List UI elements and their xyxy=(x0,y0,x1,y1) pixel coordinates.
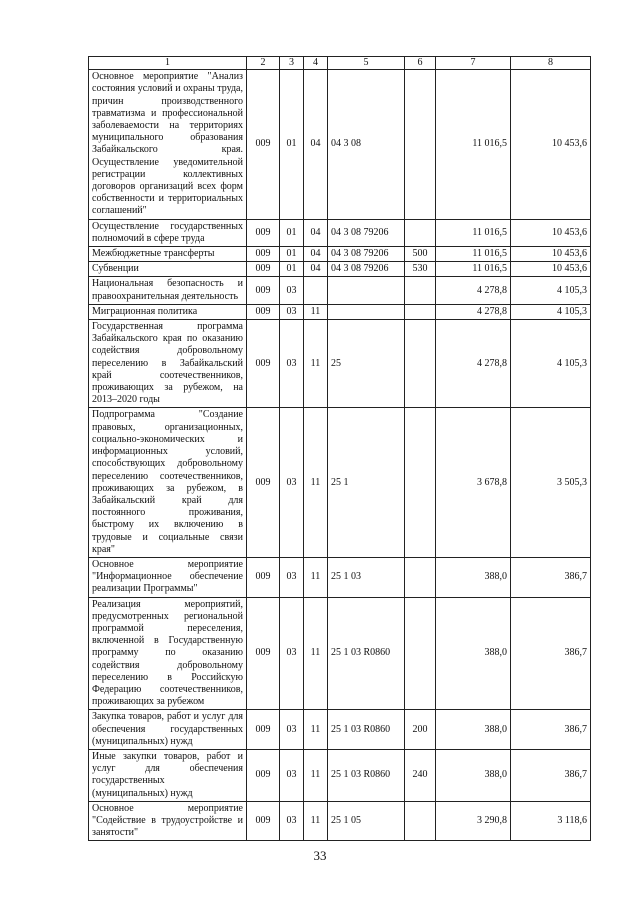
cell-ministry-code: 009 xyxy=(247,710,280,750)
cell-ministry-code: 009 xyxy=(247,262,280,277)
row-name: Основное мероприятие "Содействие в трудоустройстве и занятости" xyxy=(89,801,247,841)
cell-subsection: 11 xyxy=(304,304,328,319)
cell-target-article: 25 1 03 xyxy=(328,557,405,597)
cell-planned-amount: 388,0 xyxy=(436,749,511,801)
cell-planned-amount: 388,0 xyxy=(436,557,511,597)
cell-expense-type xyxy=(405,801,436,841)
table-row xyxy=(89,408,591,557)
col-header-7: 7 xyxy=(436,57,511,70)
cell-ministry-code: 009 xyxy=(247,320,280,408)
cell-executed-amount: 4 105,3 xyxy=(511,304,591,319)
cell-executed-amount: 10 453,6 xyxy=(511,70,591,219)
cell-subsection xyxy=(304,277,328,304)
row-name: Закупка товаров, работ и услуг для обеспечения государственных (муниципальных) нужд xyxy=(89,710,247,750)
table-row xyxy=(89,262,591,277)
table-row xyxy=(89,710,591,750)
cell-section: 03 xyxy=(280,597,304,710)
col-header-6: 6 xyxy=(405,57,436,70)
cell-planned-amount: 11 016,5 xyxy=(436,247,511,262)
cell-expense-type xyxy=(405,408,436,557)
cell-expense-type: 530 xyxy=(405,262,436,277)
cell-subsection: 04 xyxy=(304,262,328,277)
cell-section: 03 xyxy=(280,557,304,597)
cell-ministry-code: 009 xyxy=(247,408,280,557)
cell-ministry-code: 009 xyxy=(247,304,280,319)
cell-target-article: 25 1 03 R0860 xyxy=(328,749,405,801)
row-name: Основное мероприятие "Информационное обеспечение реализации Программы" xyxy=(89,557,247,597)
cell-target-article: 04 3 08 79206 xyxy=(328,219,405,246)
cell-section: 03 xyxy=(280,710,304,750)
cell-target-article: 25 1 05 xyxy=(328,801,405,841)
cell-section: 03 xyxy=(280,801,304,841)
col-header-1: 1 xyxy=(89,57,247,70)
cell-section: 01 xyxy=(280,247,304,262)
cell-executed-amount: 10 453,6 xyxy=(511,262,591,277)
cell-planned-amount: 3 678,8 xyxy=(436,408,511,557)
cell-planned-amount: 4 278,8 xyxy=(436,320,511,408)
cell-executed-amount: 386,7 xyxy=(511,597,591,710)
cell-expense-type: 500 xyxy=(405,247,436,262)
cell-section: 01 xyxy=(280,70,304,219)
cell-section: 03 xyxy=(280,320,304,408)
row-name: Иные закупки товаров, работ и услуг для обеспечения государственных (муниципальных) нужд xyxy=(89,749,247,801)
cell-ministry-code: 009 xyxy=(247,749,280,801)
cell-executed-amount: 3 505,3 xyxy=(511,408,591,557)
cell-expense-type: 240 xyxy=(405,749,436,801)
cell-planned-amount: 388,0 xyxy=(436,710,511,750)
table-row xyxy=(89,749,591,801)
cell-subsection: 11 xyxy=(304,801,328,841)
table-row xyxy=(89,219,591,246)
cell-executed-amount: 386,7 xyxy=(511,749,591,801)
row-name: Государственная программа Забайкальского края по оказанию содействия добровольному переселению в Забайкальский край соотечественников, проживающих за рубежом, на 2013–2020 годы xyxy=(89,320,247,408)
cell-ministry-code: 009 xyxy=(247,247,280,262)
cell-executed-amount: 3 118,6 xyxy=(511,801,591,841)
table-row xyxy=(89,557,591,597)
cell-target-article: 25 1 03 R0860 xyxy=(328,710,405,750)
row-name: Национальная безопасность и правоохранительная деятельность xyxy=(89,277,247,304)
cell-section: 03 xyxy=(280,304,304,319)
table-row xyxy=(89,597,591,710)
col-header-5: 5 xyxy=(328,57,405,70)
header-row xyxy=(89,57,591,70)
table-row xyxy=(89,320,591,408)
table-row xyxy=(89,277,591,304)
cell-subsection: 11 xyxy=(304,557,328,597)
cell-expense-type xyxy=(405,277,436,304)
cell-subsection: 11 xyxy=(304,408,328,557)
cell-planned-amount: 11 016,5 xyxy=(436,262,511,277)
cell-planned-amount: 4 278,8 xyxy=(436,277,511,304)
cell-expense-type xyxy=(405,597,436,710)
cell-target-article: 04 3 08 79206 xyxy=(328,262,405,277)
table-row xyxy=(89,247,591,262)
cell-executed-amount: 4 105,3 xyxy=(511,277,591,304)
cell-target-article: 25 1 03 R0860 xyxy=(328,597,405,710)
row-name: Миграционная политика xyxy=(89,304,247,319)
cell-ministry-code: 009 xyxy=(247,557,280,597)
cell-subsection: 04 xyxy=(304,247,328,262)
cell-section: 03 xyxy=(280,408,304,557)
cell-subsection: 11 xyxy=(304,710,328,750)
cell-expense-type xyxy=(405,219,436,246)
cell-expense-type xyxy=(405,304,436,319)
cell-subsection: 11 xyxy=(304,597,328,710)
cell-planned-amount: 3 290,8 xyxy=(436,801,511,841)
cell-executed-amount: 4 105,3 xyxy=(511,320,591,408)
budget-table xyxy=(88,56,591,841)
cell-executed-amount: 10 453,6 xyxy=(511,219,591,246)
cell-section: 03 xyxy=(280,749,304,801)
cell-subsection: 04 xyxy=(304,70,328,219)
cell-executed-amount: 386,7 xyxy=(511,710,591,750)
cell-ministry-code: 009 xyxy=(247,597,280,710)
cell-subsection: 11 xyxy=(304,749,328,801)
row-name: Осуществление государственных полномочий в сфере труда xyxy=(89,219,247,246)
row-name: Субвенции xyxy=(89,262,247,277)
cell-target-article: 25 1 xyxy=(328,408,405,557)
cell-target-article xyxy=(328,277,405,304)
table-row xyxy=(89,304,591,319)
cell-target-article: 04 3 08 79206 xyxy=(328,247,405,262)
cell-target-article xyxy=(328,304,405,319)
cell-planned-amount: 388,0 xyxy=(436,597,511,710)
cell-ministry-code: 009 xyxy=(247,70,280,219)
cell-executed-amount: 386,7 xyxy=(511,557,591,597)
row-name: Реализация мероприятий, предусмотренных региональной программой переселения, включенной в Государственную программу по оказанию содействия добровольному переселению в Российскую Федерацию соотечественников, проживающих за рубежом xyxy=(89,597,247,710)
cell-ministry-code: 009 xyxy=(247,277,280,304)
cell-ministry-code: 009 xyxy=(247,219,280,246)
col-header-8: 8 xyxy=(511,57,591,70)
cell-section: 03 xyxy=(280,277,304,304)
cell-section: 01 xyxy=(280,219,304,246)
col-header-3: 3 xyxy=(280,57,304,70)
cell-expense-type xyxy=(405,557,436,597)
cell-planned-amount: 4 278,8 xyxy=(436,304,511,319)
row-name: Межбюджетные трансферты xyxy=(89,247,247,262)
table-row xyxy=(89,70,591,219)
cell-subsection: 11 xyxy=(304,320,328,408)
col-header-4: 4 xyxy=(304,57,328,70)
cell-target-article: 04 3 08 xyxy=(328,70,405,219)
row-name: Подпрограмма "Создание правовых, организационных, социально-экономических и информационных условий, способствующих добровольному переселению соотечественников, проживающих за рубежом, в Забайкальский край для постоянного проживания, быстрому их включению в трудовые и социальные связи края" xyxy=(89,408,247,557)
col-header-2: 2 xyxy=(247,57,280,70)
cell-expense-type xyxy=(405,70,436,219)
cell-target-article: 25 xyxy=(328,320,405,408)
cell-expense-type: 200 xyxy=(405,710,436,750)
table-row xyxy=(89,801,591,841)
cell-planned-amount: 11 016,5 xyxy=(436,70,511,219)
cell-subsection: 04 xyxy=(304,219,328,246)
row-name: Основное мероприятие "Анализ состояния условий и охраны труда, причин производственного травматизма и профессиональной заболеваемости на территориях муниципального образования Забайкальского края. Осуществление уведомительной регистрации коллективных договоров организаций всех форм собственности и территориальных соглашений" xyxy=(89,70,247,219)
page-number: 33 xyxy=(313,848,327,863)
cell-planned-amount: 11 016,5 xyxy=(436,219,511,246)
cell-ministry-code: 009 xyxy=(247,801,280,841)
cell-section: 01 xyxy=(280,262,304,277)
cell-executed-amount: 10 453,6 xyxy=(511,247,591,262)
cell-expense-type xyxy=(405,320,436,408)
